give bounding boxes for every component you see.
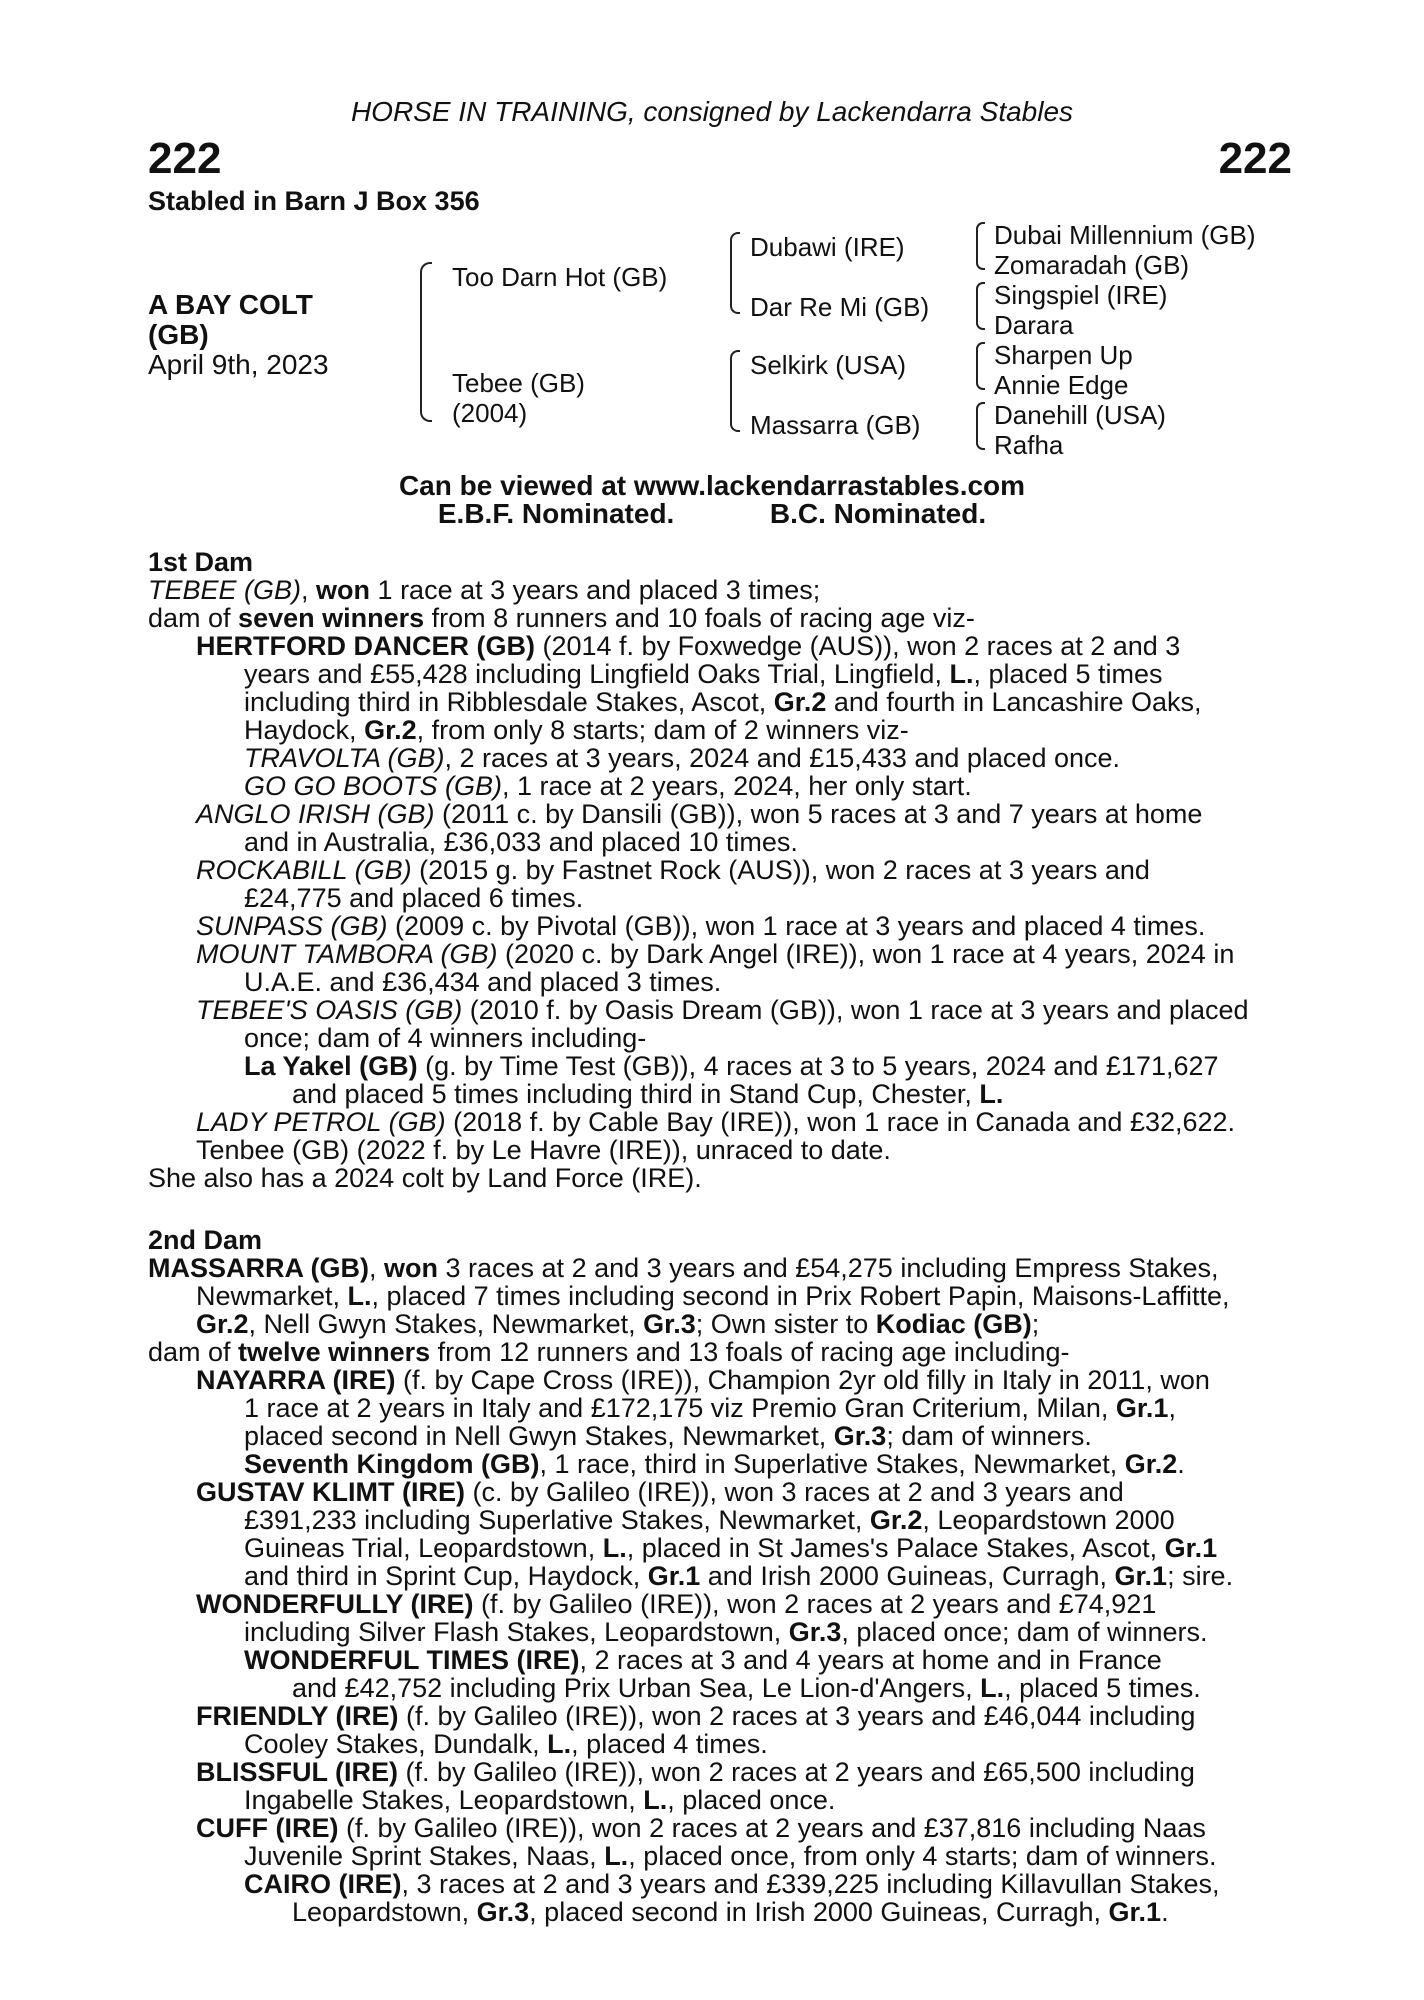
sire-dam-brace xyxy=(420,262,432,422)
first-dam-line: once; dam of 4 winners including- xyxy=(244,1023,647,1053)
catalogue-header: HORSE IN TRAINING, consigned by Lackendarra Stables xyxy=(350,96,1074,127)
ebf-nominated: E.B.F. Nominated. xyxy=(437,498,675,529)
g-brace-3 xyxy=(976,342,985,390)
second-dam-line: Guineas Trial, Leopardstown, L., placed in St James's Palace Stakes, Ascot, Gr.1 xyxy=(244,1533,1218,1563)
first-dam-line: She also has a 2024 colt by Land Force (IRE). xyxy=(148,1163,702,1193)
second-dam-line: Seventh Kingdom (GB), 1 race, third in Superlative Stakes, Newmarket, Gr.2. xyxy=(244,1449,1185,1479)
lot-number-left: 222 xyxy=(148,134,222,183)
lot-number-right: 222 xyxy=(1218,134,1292,183)
first-dam-line: including third in Ribblesdale Stakes, Ascot, Gr.2 and fourth in Lancashire Oaks, xyxy=(244,687,1202,717)
pedigree-g6: Annie Edge xyxy=(994,370,1129,400)
first-dam-line: LADY PETROL (GB) (2018 f. by Cable Bay (IRE)), won 1 race in Canada and £32,622. xyxy=(196,1107,1236,1137)
first-dam-line: Haydock, Gr.2, from only 8 starts; dam of 2 winners viz- xyxy=(244,715,909,745)
pedigree-dam: Tebee (GB) xyxy=(452,368,585,398)
first-dam-line: TEBEE'S OASIS (GB) (2010 f. by Oasis Dream (GB)), won 1 race at 3 years and placed xyxy=(196,995,1249,1025)
first-dam-line: years and £55,428 including Lingfield Oaks Trial, Lingfield, L., placed 5 times xyxy=(244,659,1163,689)
first-dam-line: ROCKABILL (GB) (2015 g. by Fastnet Rock (AUS)), won 2 races at 3 years and xyxy=(196,855,1150,885)
subject-title: A BAY COLT xyxy=(148,289,313,320)
first-dam-line: and in Australia, £36,033 and placed 10 times. xyxy=(244,827,798,857)
pedigree-g8: Rafha xyxy=(994,430,1064,460)
first-dam-line: GO GO BOOTS (GB), 1 race at 2 years, 2024, her only start. xyxy=(244,771,972,801)
pedigree-g1: Dubai Millennium (GB) xyxy=(994,220,1256,250)
g-brace-2 xyxy=(976,282,985,330)
subject-dob: April 9th, 2023 xyxy=(148,349,329,380)
first-dam-line: and placed 5 times including third in Stand Cup, Chester, L. xyxy=(292,1079,1004,1109)
second-dam-heading: 2nd Dam xyxy=(148,1225,263,1255)
first-dam-line: Tenbee (GB) (2022 f. by Le Havre (IRE)), unraced to date. xyxy=(196,1135,891,1165)
second-dam-line: and third in Sprint Cup, Haydock, Gr.1 and Irish 2000 Guineas, Curragh, Gr.1; sire. xyxy=(244,1561,1234,1591)
bc-nominated: B.C. Nominated. xyxy=(769,498,987,529)
first-dam-text xyxy=(148,576,1288,1192)
second-dam-text xyxy=(148,1254,1288,1926)
second-dam-line: £391,233 including Superlative Stakes, Newmarket, Gr.2, Leopardstown 2000 xyxy=(244,1505,1175,1535)
second-dam-line: BLISSFUL (IRE) (f. by Galileo (IRE)), won 2 races at 2 years and £65,500 including xyxy=(196,1757,1195,1787)
first-dam-line: La Yakel (GB) (g. by Time Test (GB)), 4 races at 3 to 5 years, 2024 and £171,627 xyxy=(244,1051,1219,1081)
sire-line-brace xyxy=(730,232,740,314)
second-dam-line: FRIENDLY (IRE) (f. by Galileo (IRE)), won 2 races at 3 years and £46,044 including xyxy=(196,1701,1196,1731)
nominations xyxy=(0,498,1424,530)
first-dam-section xyxy=(148,548,1288,1192)
pedigree-sire: Too Darn Hot (GB) xyxy=(452,262,668,292)
pedigree-dam-dam: Massarra (GB) xyxy=(750,410,921,440)
pedigree-dam-sire: Selkirk (USA) xyxy=(750,350,907,380)
second-dam-line: NAYARRA (IRE) (f. by Cape Cross (IRE)), Champion 2yr old filly in Italy in 2011, won xyxy=(196,1365,1210,1395)
second-dam-line: Juvenile Sprint Stakes, Naas, L., placed once, from only 4 starts; dam of winners. xyxy=(244,1841,1217,1871)
second-dam-line: CAIRO (IRE), 3 races at 2 and 3 years and £339,225 including Killavullan Stakes, xyxy=(244,1869,1220,1899)
second-dam-line: Gr.2, Nell Gwyn Stakes, Newmarket, Gr.3; Own sister to Kodiac (GB); xyxy=(196,1309,1040,1339)
pedigree-g4: Darara xyxy=(994,310,1074,340)
dam-line-brace xyxy=(730,350,740,432)
second-dam-line: WONDERFUL TIMES (IRE), 2 races at 3 and 4 years at home and in France xyxy=(244,1645,1162,1675)
first-dam-line: SUNPASS (GB) (2009 c. by Pivotal (GB)), won 1 race at 3 years and placed 4 times. xyxy=(196,911,1206,941)
second-dam-line: placed second in Nell Gwyn Stakes, Newmarket, Gr.3; dam of winners. xyxy=(244,1421,1092,1451)
subject-horse xyxy=(148,290,329,380)
g-brace-1 xyxy=(976,222,985,270)
second-dam-line: dam of twelve winners from 12 runners and 13 foals of racing age including- xyxy=(148,1337,1070,1367)
second-dam-line: Newmarket, L., placed 7 times including second in Prix Robert Papin, Maisons-Laffitte, xyxy=(196,1281,1230,1311)
pedigree-g7: Danehill (USA) xyxy=(994,400,1166,430)
pedigree-g2: Zomaradah (GB) xyxy=(994,250,1190,280)
first-dam-line: £24,775 and placed 6 times. xyxy=(244,883,584,913)
stabled-location: Stabled in Barn J Box 356 xyxy=(148,186,480,216)
pedigree-sire-dam: Dar Re Mi (GB) xyxy=(750,292,930,322)
first-dam-line: ANGLO IRISH (GB) (2011 c. by Dansili (GB)), won 5 races at 3 and 7 years at home xyxy=(196,799,1203,829)
pedigree-g3: Singspiel (IRE) xyxy=(994,280,1168,310)
second-dam-line: 1 race at 2 years in Italy and £172,175 viz Premio Gran Criterium, Milan, Gr.1, xyxy=(244,1393,1176,1423)
first-dam-line: MOUNT TAMBORA (GB) (2020 c. by Dark Angel (IRE)), won 1 race at 4 years, 2024 in xyxy=(196,939,1235,969)
second-dam-line: Cooley Stakes, Dundalk, L., placed 4 times. xyxy=(244,1729,768,1759)
viewing-note: Can be viewed at www.lackendarrastables.com xyxy=(398,470,1026,501)
pedigree-sire-sire: Dubawi (IRE) xyxy=(750,232,905,262)
second-dam-section xyxy=(148,1226,1288,1926)
second-dam-line: including Silver Flash Stakes, Leopardstown, Gr.3, placed once; dam of winners. xyxy=(244,1617,1208,1647)
second-dam-line: and £42,752 including Prix Urban Sea, Le Lion-d'Angers, L., placed 5 times. xyxy=(292,1673,1201,1703)
second-dam-line: Leopardstown, Gr.3, placed second in Irish 2000 Guineas, Curragh, Gr.1. xyxy=(292,1897,1169,1927)
subject-title-country: (GB) xyxy=(148,319,209,350)
second-dam-line: WONDERFULLY (IRE) (f. by Galileo (IRE)), won 2 races at 2 years and £74,921 xyxy=(196,1589,1157,1619)
second-dam-line: CUFF (IRE) (f. by Galileo (IRE)), won 2 races at 2 years and £37,816 including Naas xyxy=(196,1813,1206,1843)
first-dam-line: TRAVOLTA (GB), 2 races at 3 years, 2024 and £15,433 and placed once. xyxy=(244,743,1121,773)
first-dam-line: HERTFORD DANCER (GB) (2014 f. by Foxwedge (AUS)), won 2 races at 2 and 3 xyxy=(196,631,1181,661)
first-dam-heading: 1st Dam xyxy=(148,547,254,577)
first-dam-line: U.A.E. and £36,434 and placed 3 times. xyxy=(244,967,722,997)
first-dam-line: dam of seven winners from 8 runners and 10 foals of racing age viz- xyxy=(148,603,975,633)
pedigree-g5: Sharpen Up xyxy=(994,340,1133,370)
first-dam-line: TEBEE (GB), won 1 race at 3 years and placed 3 times; xyxy=(148,575,821,605)
second-dam-line: MASSARRA (GB), won 3 races at 2 and 3 years and £54,275 including Empress Stakes, xyxy=(148,1253,1219,1283)
pedigree-dam-year: (2004) xyxy=(452,398,528,428)
second-dam-line: Ingabelle Stakes, Leopardstown, L., placed once. xyxy=(244,1785,836,1815)
second-dam-line: GUSTAV KLIMT (IRE) (c. by Galileo (IRE)), won 3 races at 2 and 3 years and xyxy=(196,1477,1124,1507)
g-brace-4 xyxy=(976,402,985,450)
